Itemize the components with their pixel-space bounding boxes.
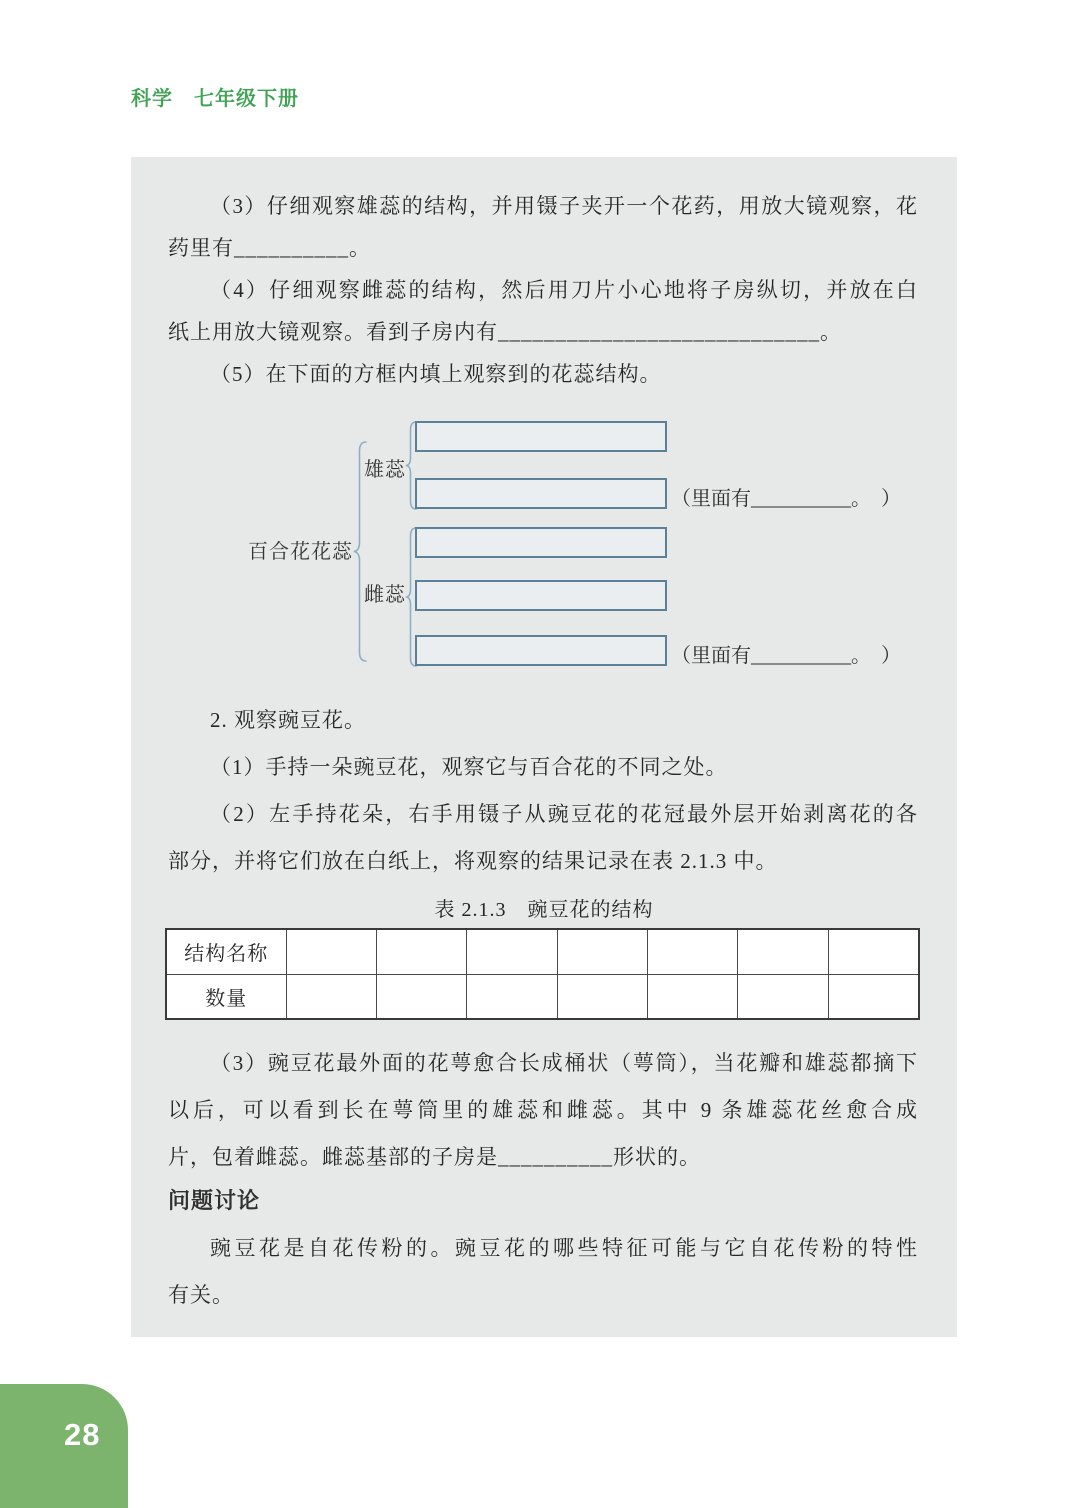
paragraphs-pea-flower <box>168 697 918 885</box>
diagram-fill-in-box <box>415 635 667 666</box>
empty-cell <box>557 929 647 974</box>
diagram-fill-in-box <box>415 580 667 611</box>
empty-cell <box>648 974 738 1019</box>
diagram-fill-in-box <box>415 527 667 558</box>
content-panel <box>131 157 957 1337</box>
text-line: 豌豆花是自花传粉的。豌豆花的哪些特征可能与它自花传粉的特性 <box>210 1236 918 1260</box>
row-header-quantity: 数量 <box>166 974 286 1019</box>
diagram-annotation-stamen: （里面有__________。 ） <box>671 488 901 510</box>
curly-brace-pistil <box>405 527 417 667</box>
page-header <box>131 82 299 110</box>
text-line: （4）仔细观察雌蕊的结构，然后用刀片小心地将子房纵切，并放在白 <box>210 278 918 302</box>
table-row <box>166 974 919 1019</box>
empty-cell <box>828 974 918 1019</box>
diagram-fill-in-box <box>415 478 667 509</box>
text-line-with-blank: 片，包着雌蕊。雌蕊基部的子房是__________形状的。 <box>168 1145 701 1169</box>
text-line-with-blank: 药里有__________。 <box>168 236 371 260</box>
empty-cell <box>467 974 557 1019</box>
header-volume: 七年级下册 <box>194 88 299 110</box>
page-number: 28 <box>64 1417 101 1452</box>
empty-cell <box>828 929 918 974</box>
diagram-branch-label-pistil: 雌蕊 <box>364 584 406 606</box>
curly-brace-root <box>353 441 367 662</box>
empty-cell <box>557 974 647 1019</box>
discussion-paragraph <box>168 1225 918 1319</box>
table-row <box>166 929 919 974</box>
text-line: （2）左手持花朵，右手用镊子从豌豆花的花冠最外层开始剥离花的各 <box>210 802 918 826</box>
table-caption: 表 2.1.3 豌豆花的结构 <box>434 899 654 921</box>
text-line: （3）豌豆花最外面的花萼愈合长成桶状（萼筒），当花瓣和雄蕊都摘下 <box>210 1051 918 1075</box>
text-line: 部分，并将它们放在白纸上，将观察的结果记录在表 2.1.3 中。 <box>168 849 778 873</box>
empty-cell <box>376 929 466 974</box>
text-line: （1）手持一朵豌豆花，观察它与百合花的不同之处。 <box>210 755 728 779</box>
row-header-structure-name: 结构名称 <box>166 929 286 974</box>
empty-cell <box>467 929 557 974</box>
empty-cell <box>738 974 828 1019</box>
text-line: 2. 观察豌豆花。 <box>210 708 366 732</box>
text-line: （5）在下面的方框内填上观察到的花蕊结构。 <box>210 362 662 386</box>
pea-flower-structure-table <box>165 928 920 1020</box>
text-line: （3）仔细观察雄蕊的结构，并用镊子夹开一个花药，用放大镜观察，花 <box>210 194 918 218</box>
diagram-annotation-pistil: （里面有__________。 ） <box>671 645 901 667</box>
empty-cell <box>738 929 828 974</box>
discussion-heading: 问题讨论 <box>168 1188 261 1213</box>
diagram-root-label: 百合花花蕊 <box>248 541 353 563</box>
page-number-tab <box>0 1384 128 1508</box>
empty-cell <box>286 929 376 974</box>
paragraph-step-3-pea <box>168 1040 918 1181</box>
text-line-with-blank: 纸上用放大镜观察。看到子房内有____________________________。 <box>168 320 842 344</box>
header-subject: 科学 <box>131 88 173 110</box>
diagram-branch-label-stamen: 雄蕊 <box>364 459 406 481</box>
curly-brace-stamen <box>405 421 417 510</box>
empty-cell <box>376 974 466 1019</box>
empty-cell <box>286 974 376 1019</box>
empty-cell <box>648 929 738 974</box>
paragraphs-steps-3-5 <box>168 185 918 395</box>
text-line: 有关。 <box>168 1283 234 1307</box>
text-line: 以后，可以看到长在萼筒里的雄蕊和雌蕊。其中 9 条雄蕊花丝愈合成 <box>168 1098 918 1122</box>
diagram-fill-in-box <box>415 421 667 452</box>
